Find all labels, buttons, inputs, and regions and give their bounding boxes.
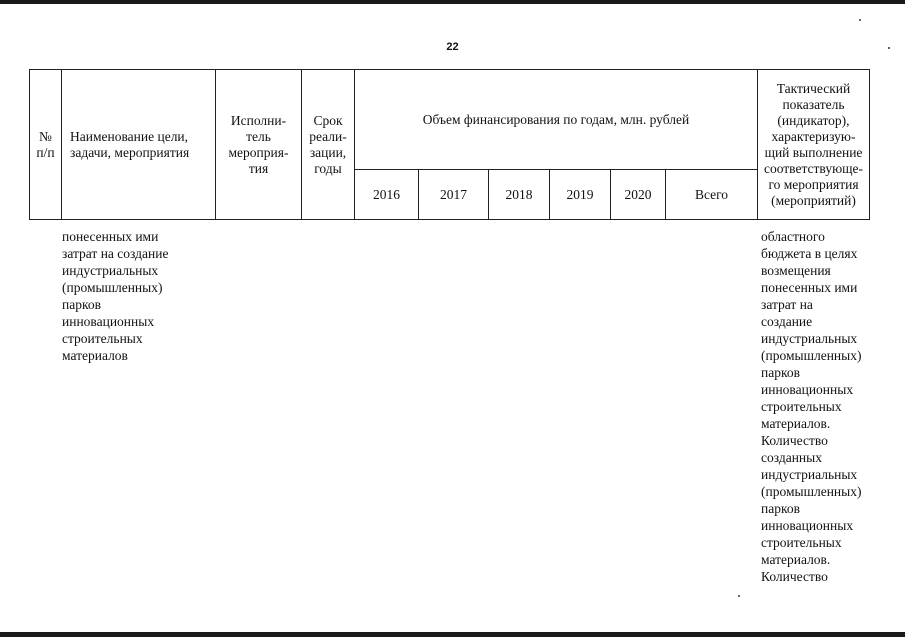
header-funding: Объем финансирования по годам, млн. рублей	[355, 70, 758, 170]
header-year-2018: 2018	[489, 170, 550, 220]
scan-edge-top	[0, 0, 905, 4]
header-indicator: Тактический показатель (индикатор), характеризую-щий выполнение соответствующе-го мероприятия (мероприятий)	[758, 70, 870, 220]
page-number: 22	[446, 41, 459, 53]
header-name: Наименование цели, задачи, мероприятия	[62, 70, 216, 220]
header-year-2020: 2020	[611, 170, 666, 220]
header-table	[29, 69, 870, 220]
header-year-2017: 2017	[419, 170, 489, 220]
header-executor: Исполни- тель мероприя- тия	[216, 70, 302, 220]
scan-speck	[738, 595, 740, 597]
header-num: № п/п	[30, 70, 62, 220]
indicator-continuation-text: областного бюджета в целях возмещения понесенных ими затрат на создание индустриальных (промышленных) парков инновационных строительных материалов. Количество созданных индустриальных (промышленных) парков инновационных строительных материалов. Количество	[761, 229, 862, 584]
name-continuation-text: понесенных ими затрат на создание индустриальных (промышленных) парков инновационных строительных материалов	[62, 229, 169, 363]
header-year-2019: 2019	[550, 170, 611, 220]
scan-edge-bottom	[0, 632, 905, 637]
header-year-total: Всего	[666, 170, 758, 220]
header-term: Срок реали- зации, годы	[302, 70, 355, 220]
header-year-2016: 2016	[355, 170, 419, 220]
scan-speck	[859, 19, 861, 21]
